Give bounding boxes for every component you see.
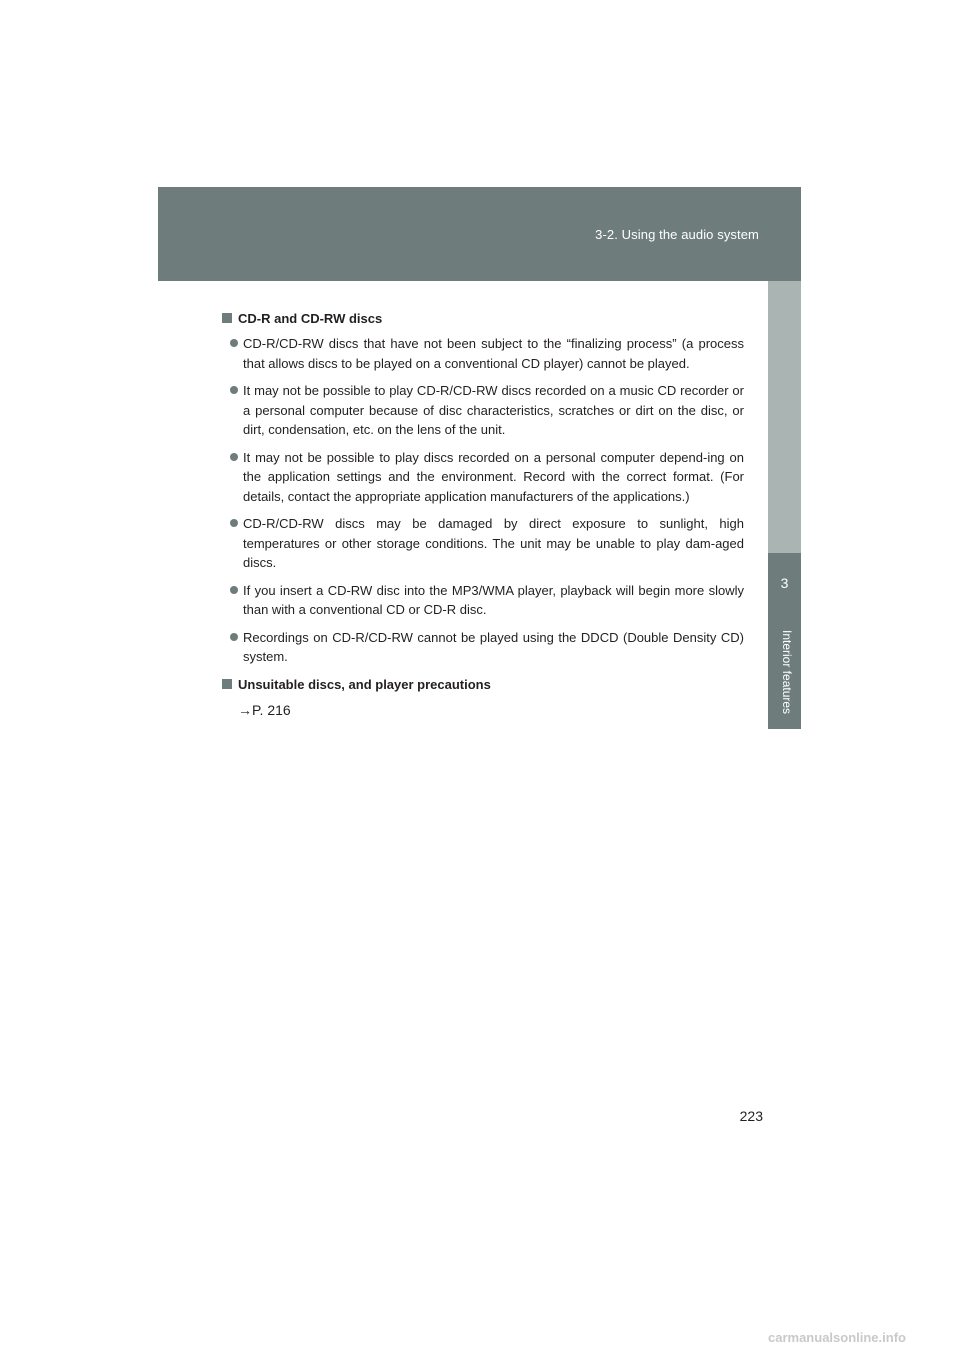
list-item-text: If you insert a CD-RW disc into the MP3/WMA player, playback will begin more slowly than with a conventional CD or CD-R disc. [243,582,744,617]
list-item [230,581,744,620]
round-bullet-icon [230,386,238,394]
list-item-text: CD-R/CD-RW discs that have not been subject to the “finalizing process” (a process that allows discs to be played on a conventional CD player) cannot be played. [243,336,744,371]
list-item-text: Recordings on CD-R/CD-RW cannot be played using the DDCD (Double Density CD) system. [243,629,744,664]
watermark: carmanualsonline.info [768,1330,906,1345]
chapter-name [774,630,794,650]
side-tab-upper [768,281,801,553]
list-item-text: It may not be possible to play discs recorded on a personal computer depend-ing on the application settings and the environment. Record with the correct format. (For details, contact the appropriate application manufacturers of the applications.) [243,449,744,504]
section-heading-unsuitable-discs [222,675,744,694]
list-item [230,628,744,667]
page-number: 223 [739,1108,763,1124]
page-content [222,309,744,720]
chapter-number: 3 [780,575,789,591]
list-item-text: CD-R/CD-RW discs may be damaged by direct exposure to sunlight, high temperatures or other storage conditions. The unit may be unable to play dam-aged discs. [243,516,744,570]
section-heading-text: Unsuitable discs, and player precautions [238,676,491,692]
section-title: 3-2. Using the audio system [595,227,759,242]
square-bullet-icon [222,313,232,323]
list-item [230,381,744,440]
list-item-text: It may not be possible to play CD-R/CD-RW discs recorded on a music CD recorder or a personal computer because of disc characteristics, scratches or dirt on the disc, or dirt, condensation, etc. on the lens of the unit. [243,383,744,437]
section-heading-text: CD-R and CD-RW discs [238,311,383,326]
list-item [230,448,744,507]
page-reference-link[interactable]: →P. 216 [238,701,291,718]
section-heading-cd-r [222,309,744,328]
list-item [230,334,744,373]
square-bullet-icon [222,679,232,689]
round-bullet-icon [230,453,238,461]
chapter-header-band [158,187,801,281]
round-bullet-icon [230,633,238,641]
list-item [230,514,744,573]
round-bullet-icon [230,586,238,594]
round-bullet-icon [230,339,238,347]
round-bullet-icon [230,519,238,527]
